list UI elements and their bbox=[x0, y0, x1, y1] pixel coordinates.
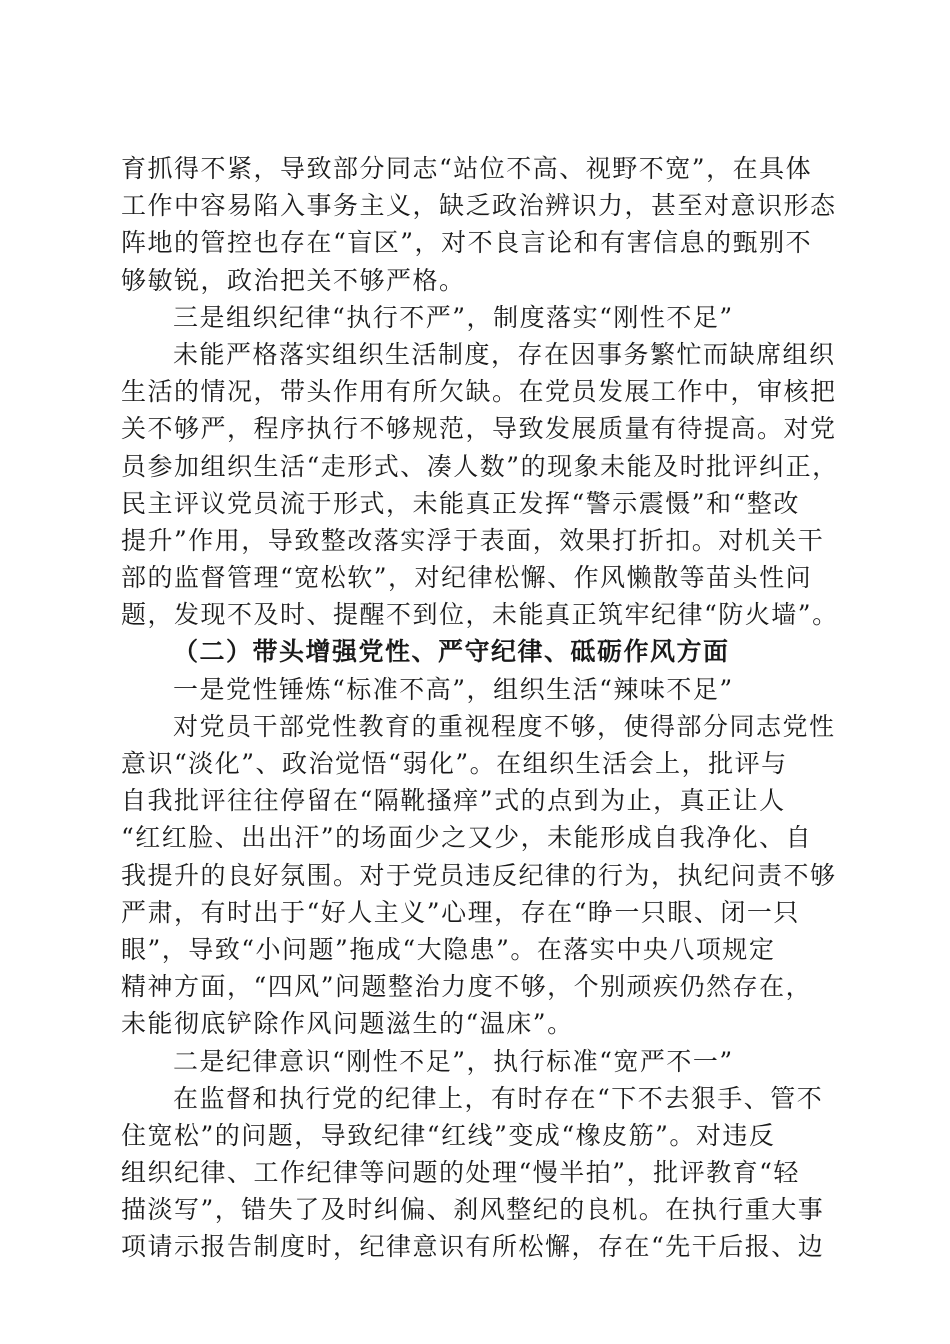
text-line: 在监督和执行党的纪律上，有时存在“下不去狠手、管不 bbox=[173, 1083, 824, 1113]
text-line: 二是纪律意识“刚性不足”，执行标准“宽严不一” bbox=[173, 1046, 734, 1076]
text-line: 一是党性锤炼“标准不高”，组织生活“辣味不足” bbox=[173, 674, 734, 704]
text-line: 住宽松”的问题，导致纪律“红线”变成“橡皮筋”。对违反 bbox=[121, 1120, 776, 1150]
section-heading: （二）带头增强党性、严守纪律、砥砺作风方面 bbox=[173, 637, 730, 667]
text-line: 三是组织纪律“执行不严”，制度落实“刚性不足” bbox=[173, 302, 734, 332]
text-line: 生活的情况，带头作用有所欠缺。在党员发展工作中，审核把 bbox=[121, 377, 837, 407]
text-line: 组织纪律、工作纪律等问题的处理“慢半拍”，批评教育“轻 bbox=[121, 1158, 800, 1188]
text-line: 部的监督管理“宽松软”，对纪律松懈、作风懒散等苗头性问 bbox=[121, 563, 813, 593]
text-line: 关不够严，程序执行不够规范，导致发展质量有待提高。对党 bbox=[121, 414, 837, 444]
text-line: 民主评议党员流于形式，未能真正发挥“警示震慑”和“整改 bbox=[121, 488, 800, 518]
text-line: 够敏锐，政治把关不够严格。 bbox=[121, 265, 466, 295]
document-body bbox=[121, 150, 839, 1266]
text-line: 育抓得不紧，导致部分同志“站位不高、视野不宽”，在具体 bbox=[121, 154, 813, 183]
text-line: 阵地的管控也存在“盲区”，对不良言论和有害信息的甄别不 bbox=[121, 228, 813, 258]
text-line: 员参加组织生活“走形式、凑人数”的现象未能及时批评纠正， bbox=[121, 451, 839, 481]
text-line: 自我批评往往停留在“隔靴搔痒”式的点到为止，真正让人 bbox=[121, 786, 786, 816]
text-line: 题，发现不及时、提醒不到位，未能真正筑牢纪律“防火墙”。 bbox=[121, 600, 839, 630]
text-line: 精神方面，“四风”问题整治力度不够，个别顽疾仍然存在， bbox=[121, 972, 813, 1002]
text-line: 未能严格落实组织生活制度，存在因事务繁忙而缺席组织 bbox=[173, 339, 836, 369]
text-line: 描淡写”，错失了及时纠偏、刹风整纪的良机。在执行重大事 bbox=[121, 1195, 825, 1225]
text-line: 眼”，导致“小问题”拖成“大隐患”。在落实中央八项规定 bbox=[121, 934, 776, 964]
text-line: 严肃，有时出于“好人主义”心理，存在“睁一只眼、闭一只 bbox=[121, 897, 800, 927]
text-line: 意识“淡化”、政治觉悟“弱化”。在组织生活会上，批评与 bbox=[121, 749, 788, 778]
text-line: 提升”作用，导致整改落实浮于表面，效果打折扣。对机关干 bbox=[121, 525, 825, 555]
text-line: 未能彻底铲除作风问题滋生的“温床”。 bbox=[121, 1009, 574, 1039]
text-line: 我提升的良好氛围。对于党员违反纪律的行为，执纪问责不够 bbox=[121, 860, 837, 890]
text-line: “红红脸、出出汗”的场面少之又少，未能形成自我净化、自 bbox=[121, 823, 813, 853]
text-line: 对党员干部党性教育的重视程度不够，使得部分同志党性 bbox=[173, 711, 836, 741]
text-line: 项请示报告制度时，纪律意识有所松懈，存在“先干后报、边 bbox=[121, 1232, 825, 1262]
text-line: 工作中容易陷入事务主义，缺乏政治辨识力，甚至对意识形态 bbox=[121, 191, 837, 221]
